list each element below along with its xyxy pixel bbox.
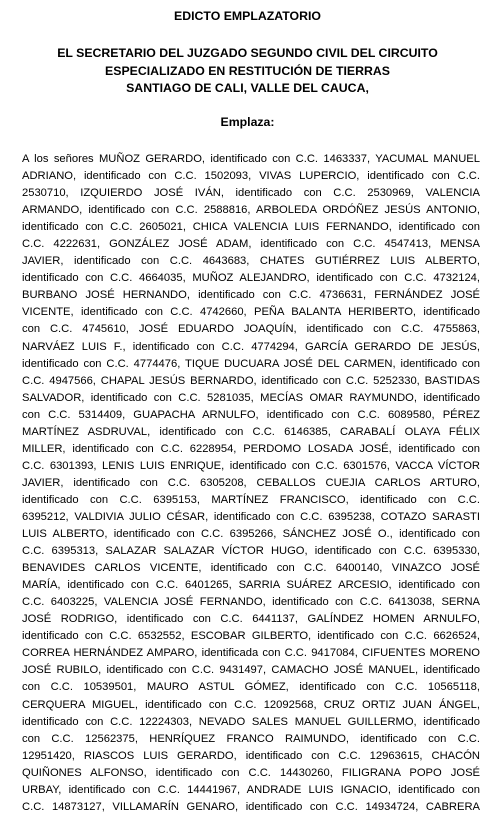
issuer-heading-line: EL SECRETARIO DEL JUZGADO SEGUNDO CIVIL DEL CIRCUITO	[57, 46, 438, 60]
body-line: CORREA HERNÁNDEZ AMPARO, identificada con C.C. 9417084, CIFUENTES MORENO	[22, 647, 480, 660]
body-line: BURBANO JOSÉ HERNANDO, identificado con C.C. 4736631, FERNÁNDEZ JOSÉ	[22, 289, 480, 302]
issuer-heading	[0, 45, 495, 98]
body-line: con C.C. 10539501, MAURO ASTUL GÓMEZ, identificado con C.C. 10565118,	[22, 681, 480, 694]
body-line: C.C. 4947566, CHAPAL JESÚS BERNARDO, identificado con C.C. 5252330, BASTIDAS	[22, 374, 480, 387]
body-line: 12951420, RIASCOS LUIS GERARDO, identificado con C.C. 12963615, CHACÓN	[22, 749, 480, 762]
body-line: QUIÑONES ALFONSO, identificado con C.C. 14430260, FILIGRANA POPO JOSÉ	[22, 766, 480, 779]
body-line: BENAVIDES CARLOS VICENTE, identificado con C.C. 6400140, VINAZCO JOSÉ	[22, 562, 480, 575]
body-line: con C.C. 12562375, HENRÍQUEZ FRANCO RAIMUNDO, identificado con C.C.	[22, 732, 480, 745]
issuer-heading-line: ESPECIALIZADO EN RESTITUCIÓN DE TIERRAS	[105, 63, 390, 78]
body-line: MARTÍNEZ ASDRUVAL, identificado con C.C. 6146385, CARABALÍ OLAYA FÉLIX	[22, 425, 480, 438]
body-line: JOSÉ RODRIGO, identificado con C.C. 6441137, GALÍNDEZ HOMEN ARNULFO,	[22, 613, 480, 626]
body-line: NARVÁEZ LUIS F., identificado con C.C. 4774294, GARCÍA GERARDO DE JESÚS,	[22, 340, 480, 353]
body-line: identificado con C.C. 2605021, CHICA VALENCIA LUIS FERNANDO, identificado con	[22, 221, 480, 234]
body-line: C.C. 4222631, GONZÁLEZ JOSÉ ADAM, identificado con C.C. 4547413, MENSA	[22, 238, 480, 251]
body-line: JAVIER, identificado con C.C. 4643683, CHATES GUTIÉRREZ LUIS ALBERTO,	[22, 255, 480, 268]
body-line: CERQUERA MIGUEL, identificado con C.C. 12092568, CRUZ ORTIZ JUAN ÁNGEL,	[22, 698, 480, 711]
body-line: VICENTE, identificado con C.C. 4742660, PEÑA BALANTA HERIBERTO, identificado	[22, 306, 480, 319]
body-line: C.C. 6395313, SALAZAR SALAZAR VÍCTOR HUGO, identificado con C.C. 6395330,	[22, 545, 480, 558]
body-line: JAVIER, identificado con C.C. 6305208, CEBALLOS CUEJIA CARLOS ARTURO,	[22, 476, 480, 489]
body-line: URBAY, identificado con C.C. 14441967, ANDRADE LUIS IGNACIO, identificado con	[22, 783, 480, 796]
body-line: MILLER, identificado con C.C. 6228954, PERDOMO LOSADA JOSÉ, identificado con	[22, 442, 480, 455]
body-line: identificado con C.C. 4774476, TIQUE DUCUARA JOSÉ DEL CARMEN, identificado con	[22, 357, 480, 370]
body-line: MARÍA, identificado con C.C. 6401265, SARRIA SUÁREZ ARCESIO, identificado con	[22, 579, 480, 592]
issuer-heading-line: SANTIAGO DE CALI, VALLE DEL CAUCA,	[126, 81, 369, 95]
document-title: EDICTO EMPLAZATORIO	[174, 9, 321, 23]
body-line: SALVADOR, identificado con C.C. 5281035, MECÍAS OMAR RAYMUNDO, identificado	[22, 391, 480, 404]
body-line: con C.C. 4745610, JOSÉ EDUARDO JOAQUÍN, identificado con C.C. 4755863,	[22, 323, 480, 336]
body-line: identificado con C.C. 6532552, ESCOBAR GILBERTO, identificado con C.C. 6626524,	[22, 630, 480, 643]
body-line: ADRIANO, identificado con C.C. 1502093, VIVAS LUPERCIO, identificado con C.C.	[22, 170, 480, 183]
emplaza-label: Emplaza:	[220, 115, 275, 129]
body-line: identificado con C.C. 12224303, NEVADO SALES MANUEL GUILLERMO, identificado	[22, 715, 480, 728]
body-line: 2530710, IZQUIERDO JOSÉ IVÁN, identificado con C.C. 2530969, VALENCIA	[22, 187, 480, 200]
body-line: A los señores MUÑOZ GERARDO, identificado con C.C. 1463337, YACUMAL MANUEL	[22, 153, 480, 165]
edict-body	[22, 151, 480, 816]
body-line: identificado con C.C. 6395153, MARTÍNEZ FRANCISCO, identificado con C.C.	[22, 493, 480, 506]
body-line: C.C. 6403225, VALENCIA JOSÉ FERNANDO, identificado con C.C. 6413038, SERNA	[22, 596, 480, 609]
body-line: LUIS ALBERTO, identificado con C.C. 6395266, SÁNCHEZ JOSÉ O., identificado con	[22, 528, 480, 541]
body-line: 6395212, VALDIVIA JULIO CÉSAR, identificado con C.C. 6395238, COTAZO SARASTI	[22, 510, 480, 523]
body-line: C.C. 14873127, VILLAMARÍN GENARO, identificado con C.C. 14934724, CABRERA	[22, 800, 480, 813]
body-line: ARMANDO, identificado con C.C. 2588816, ARBOLEDA ORDÓÑEZ JESÚS ANTONIO,	[22, 204, 480, 217]
body-line: identificado con C.C. 4664035, MUÑOZ ALEJANDRO, identificado con C.C. 4732124,	[22, 272, 480, 285]
body-line: JOSÉ RUBILO, identificado con C.C. 9431497, CAMACHO JOSÉ MANUEL, identificado	[22, 664, 480, 677]
body-line: C.C. 6301393, LENIS LUIS ENRIQUE, identificado con C.C. 6301576, VACCA VÍCTOR	[22, 459, 480, 472]
body-line: con C.C. 5314409, GUAPACHA ARNULFO, identificado con C.C. 6089580, PÉREZ	[22, 408, 480, 421]
